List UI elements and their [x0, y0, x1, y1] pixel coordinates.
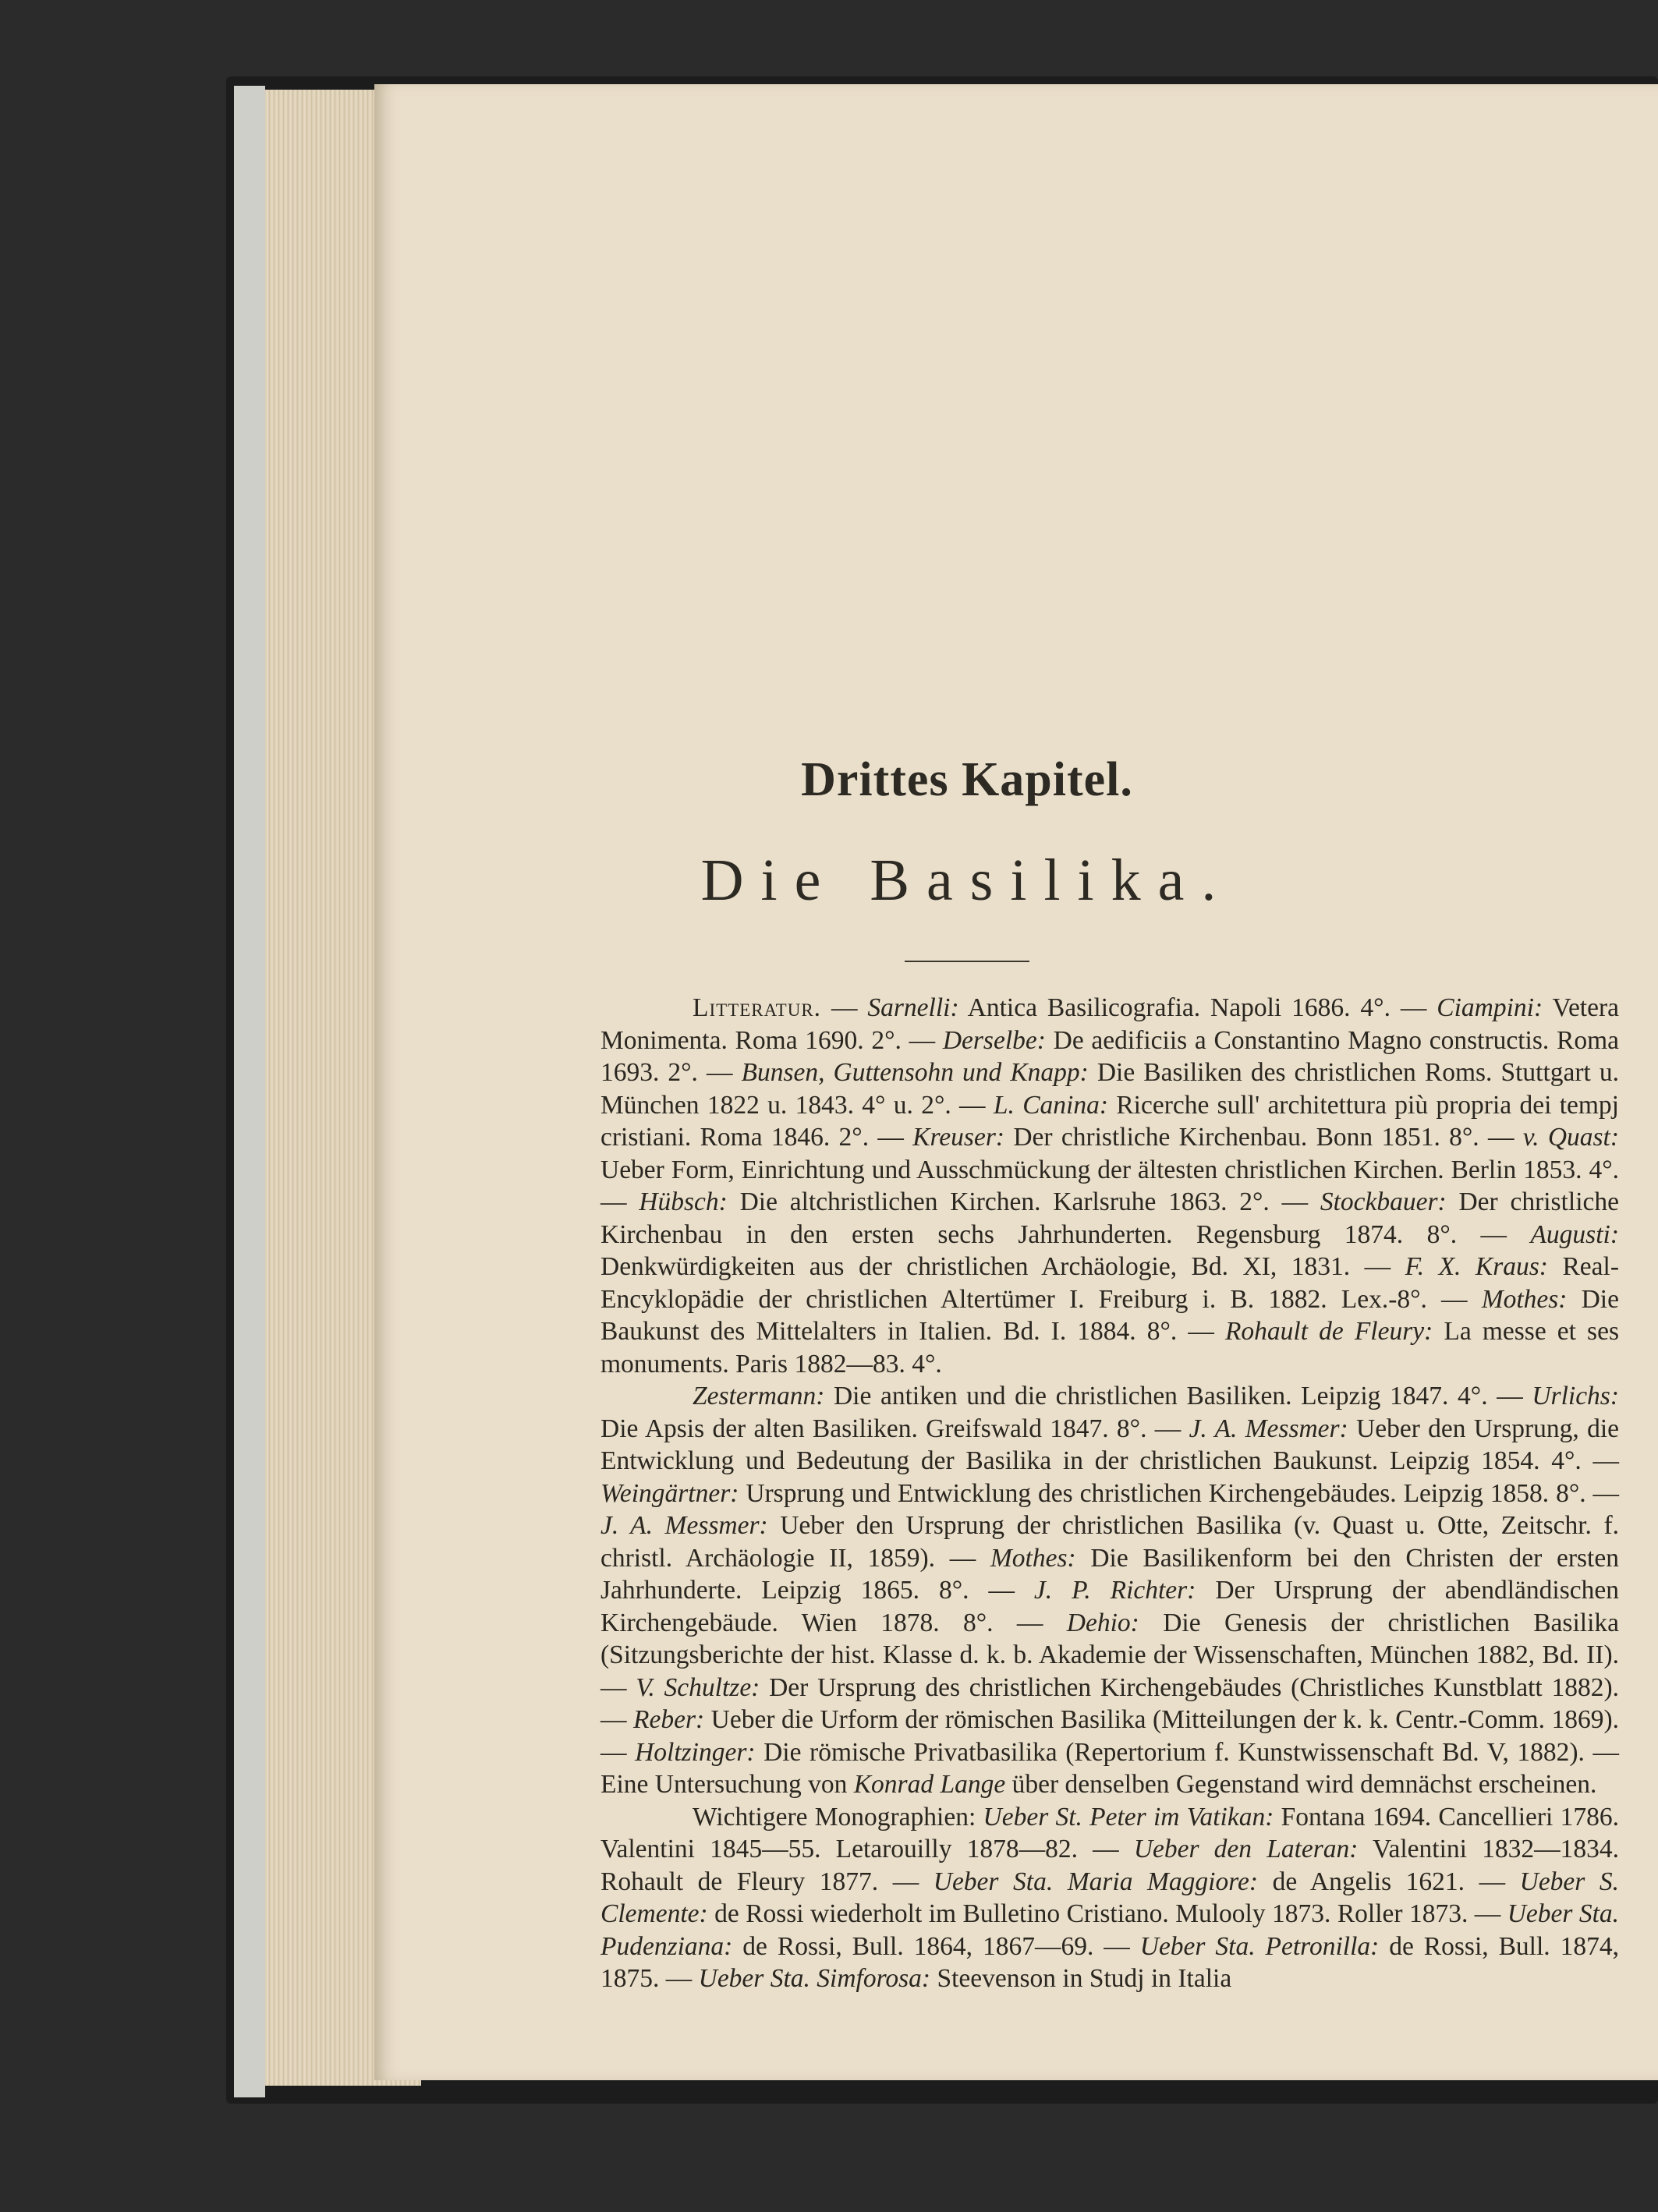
- citation-author: Konrad Lange: [853, 1770, 1006, 1799]
- citation-author: Kreuser:: [912, 1123, 1005, 1152]
- citation-author: v. Quast:: [1522, 1123, 1620, 1152]
- literature-heading: Litteratur.: [693, 993, 822, 1022]
- citation-author: Ciampini:: [1437, 993, 1543, 1022]
- citation-text: Der Ursprung der abendländischen Kirchengebäude. Wien 1878. 8°. —: [600, 1576, 1620, 1637]
- citation-author: Augusti:: [1530, 1219, 1619, 1249]
- citation-text: Ueber die Urform der römischen Basilika (Mitteilungen der k. k. Centr.-Comm. 1869). —: [600, 1705, 1620, 1767]
- citation-text: Die Basiliken des christlichen Roms. Stuttgart u. München 1822 u. 1843. 4° u. 2°. —: [600, 1058, 1619, 1120]
- citation-author: Ueber St. Peter im Vatikan:: [983, 1802, 1274, 1832]
- citation-text: Valentini 1832—1834. Rohault de Fleury 1877. —: [600, 1835, 1619, 1896]
- citation-author: Stockbauer:: [1320, 1187, 1447, 1216]
- citation-author: Weingärtner:: [600, 1478, 739, 1508]
- citation-text: Die Baukunst des Mittelalters in Italien. Bd. I. 1884. 8°. —: [600, 1284, 1619, 1346]
- citation-author: Ueber Sta. Petronilla:: [1139, 1931, 1380, 1961]
- literature-paragraph-3: [600, 1801, 1619, 1995]
- citation-text: Die Genesis der christlichen Basilika (Sitzungsberichte der hist. Klasse d. k. b. Akademie der Wissenschaften, München 1882, Bd. II). —: [600, 1608, 1619, 1702]
- citation-author: Bunsen, Guttensohn und Knapp:: [741, 1058, 1089, 1087]
- citation-author: J. P. Richter:: [1033, 1576, 1196, 1605]
- citation-text: Vetera Monimenta. Roma 1690. 2°. —: [600, 993, 1620, 1055]
- literature-block: [600, 992, 1619, 1995]
- citation-text: Der christliche Kirchenbau. Bonn 1851. 8°. —: [1004, 1123, 1523, 1152]
- citation-text: über denselben Gegenstand wird demnächst erscheinen.: [1005, 1770, 1597, 1799]
- citation-author: Mothes:: [990, 1543, 1076, 1573]
- citation-text: Wichtigere Monographien:: [693, 1802, 983, 1832]
- citation-author: Holtzinger:: [635, 1737, 756, 1767]
- citation-text: de Rossi wiederholt im Bulletino Cristiano. Mulooly 1873. Roller 1873. —: [707, 1899, 1507, 1928]
- citation-author: Ueber Sta. Maria Maggiore:: [933, 1867, 1259, 1896]
- paragraph-2-body: [600, 1382, 1619, 1799]
- citation-text: Ueber Form, Einrichtung und Ausschmückung der ältesten christlichen Kirchen. Berlin 1853. 4°. —: [600, 1155, 1619, 1216]
- citation-text: Ueber den Ursprung, die Entwicklung und Bedeutung der Basilika in der christlichen Baukunst. Leipzig 1854. 4°. —: [600, 1414, 1619, 1475]
- citation-text: Real-Encyklopädie der christlichen Altertümer I. Freiburg i. B. 1882. Lex.-8°. —: [600, 1252, 1619, 1314]
- citation-text: Ursprung und Entwicklung des christlichen Kirchengebäudes. Leipzig 1858. 8°. —: [739, 1478, 1619, 1508]
- citation-text: La messe et ses monuments. Paris 1882—83. 4°.: [600, 1317, 1619, 1379]
- citation-author: Reber:: [633, 1705, 705, 1734]
- paragraph-3-body: [600, 1803, 1619, 1994]
- citation-text: Fontana 1694. Cancellieri 1786. Valentini 1845—55. Letarouilly 1878—82. —: [600, 1802, 1619, 1863]
- citation-author: Zestermann:: [693, 1382, 825, 1410]
- citation-author: Ueber den Lateran:: [1133, 1835, 1359, 1863]
- cover-edge: [234, 86, 265, 2097]
- paragraph-1-body: [600, 993, 1619, 1379]
- citation-text: Die antiken und die christlichen Basiliken. Leipzig 1847. 4°. —: [824, 1382, 1532, 1410]
- literature-paragraph-1: [600, 992, 1619, 1380]
- citation-text: Die römische Privatbasilika (Repertorium f. Kunstwissenschaft Bd. V, 1882). — Eine Untersuchung von: [600, 1737, 1620, 1799]
- chapter-heading: [421, 749, 1513, 962]
- citation-author: L. Canina:: [993, 1090, 1109, 1120]
- citation-author: Ueber Sta. Pudenziana:: [600, 1899, 1620, 1961]
- citation-text: Der christliche Kirchenbau in den ersten sechs Jahrhunderten. Regensburg 1874. 8°. —: [600, 1187, 1620, 1249]
- citation-text: Die altchristlichen Kirchen. Karlsruhe 1863. 2°. —: [727, 1187, 1320, 1216]
- citation-text: Denkwürdigkeiten aus der christlichen Archäologie, Bd. XI, 1831. —: [600, 1252, 1405, 1281]
- citation-author: F. X. Kraus:: [1405, 1252, 1548, 1281]
- citation-author: J. A. Messmer:: [1189, 1414, 1348, 1443]
- citation-text: Der Ursprung des christlichen Kirchengebäudes (Christliches Kunstblatt 1882). —: [600, 1672, 1619, 1734]
- citation-text: de Angelis 1621. —: [1258, 1867, 1520, 1896]
- citation-author: Ueber S. Clemente:: [600, 1867, 1620, 1928]
- citation-author: Ueber Sta. Simforosa:: [698, 1964, 931, 1993]
- citation-text: Ueber den Ursprung der christlichen Basilika (v. Quast u. Otte, Zeitschr. f. christl. Archäologie II, 1859). —: [600, 1511, 1619, 1573]
- citation-text: Antica Basilicografia. Napoli 1686. 4°. —: [958, 993, 1437, 1022]
- citation-text: de Rossi, Bull. 1874, 1875. —: [600, 1931, 1619, 1993]
- citation-author: V. Schultze:: [636, 1672, 760, 1702]
- chapter-title: Die Basilika.: [700, 848, 1234, 913]
- citation-text: Ricerche sull' architettura più propria dei tempj cristiani. Roma 1846. 2°. —: [600, 1090, 1619, 1152]
- citation-author: Mothes:: [1481, 1284, 1568, 1314]
- citation-author: Hübsch:: [639, 1187, 728, 1216]
- literature-paragraph-2: [600, 1380, 1619, 1801]
- citation-author: Dehio:: [1066, 1608, 1139, 1637]
- citation-text: —: [821, 993, 868, 1022]
- citation-author: J. A. Messmer:: [600, 1511, 768, 1540]
- citation-text: De aedificiis a Constantino Magno constructis. Roma 1693. 2°. —: [600, 1025, 1619, 1087]
- chapter-number: Drittes Kapitel.: [801, 753, 1133, 806]
- citation-text: Die Basilikenform bei den Christen der ersten Jahrhunderte. Leipzig 1865. 8°. —: [600, 1543, 1619, 1605]
- citation-author: Rohault de Fleury:: [1224, 1317, 1433, 1346]
- citation-text: de Rossi, Bull. 1864, 1867—69. —: [732, 1931, 1140, 1961]
- citation-text: Die Apsis der alten Basiliken. Greifswald 1847. 8°. —: [600, 1414, 1189, 1443]
- divider-rule: [905, 961, 1029, 962]
- citation-author: Urlichs:: [1532, 1382, 1619, 1410]
- citation-author: Sarnelli:: [867, 993, 959, 1022]
- citation-author: Derselbe:: [942, 1025, 1046, 1055]
- citation-text: Steevenson in Studj in Italia: [930, 1964, 1232, 1993]
